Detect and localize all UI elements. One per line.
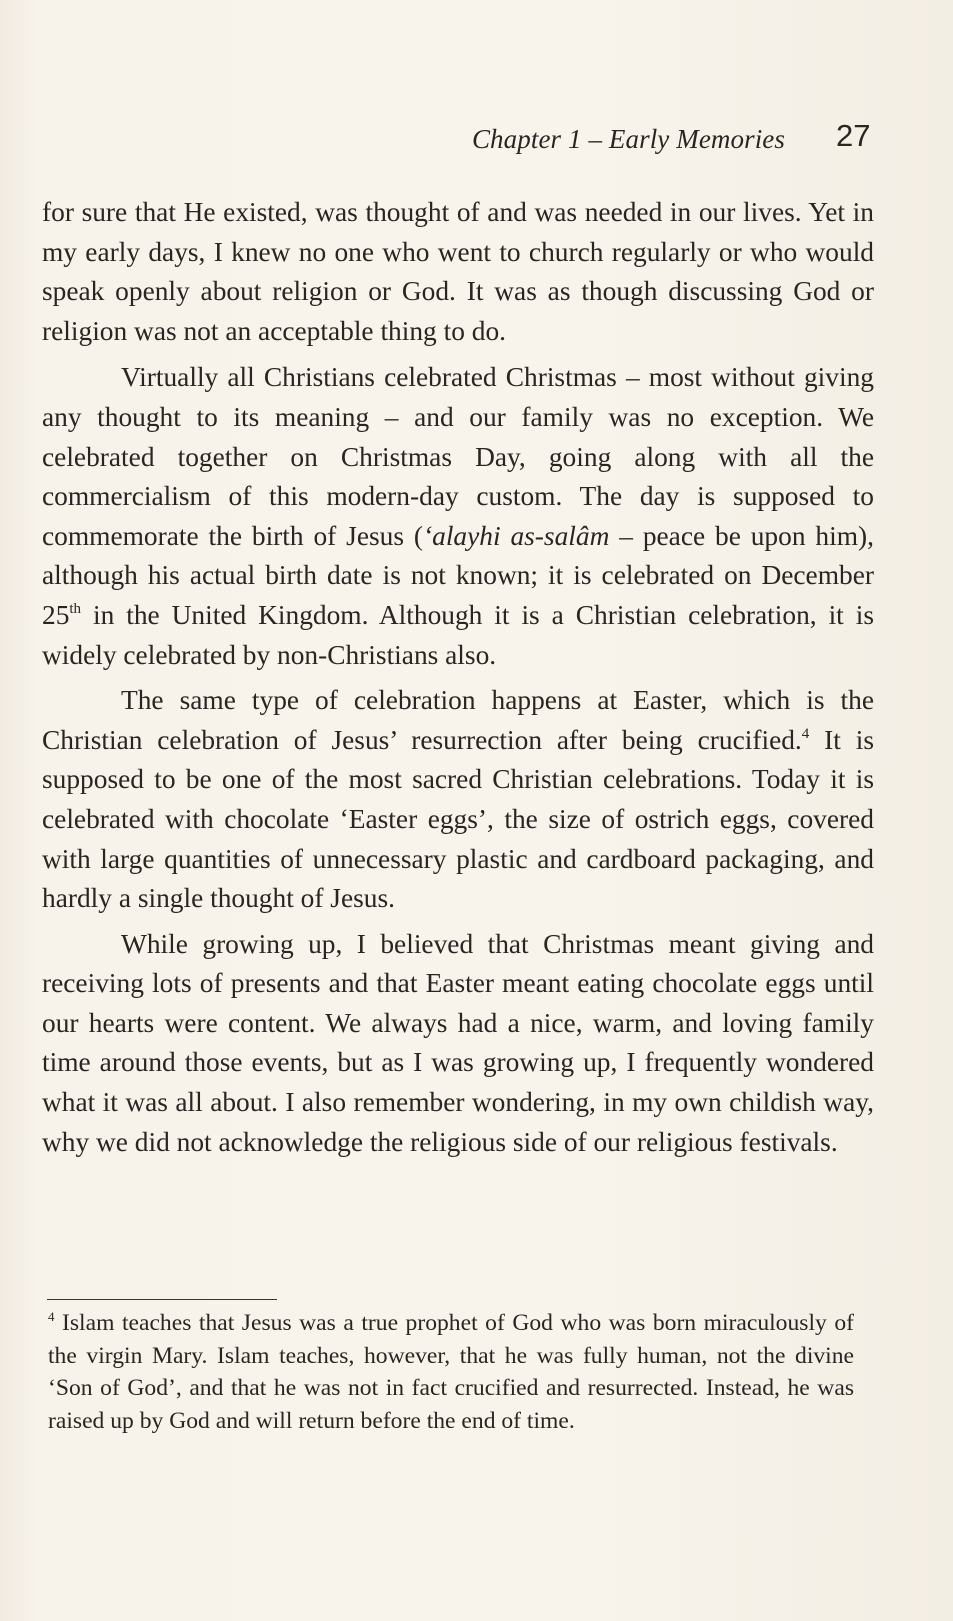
chapter-title: Chapter 1 – Early Memories: [471, 124, 785, 154]
page-number: 27: [836, 118, 871, 153]
paragraph-2-text-b: – peace be upon him), although his actual birth date is not known; it is celebrated on December 25: [42, 520, 874, 630]
paragraph-3: [42, 681, 874, 919]
paragraph-1-text: for sure that He existed, was thought of and was needed in our lives. Yet in my early days, I knew no one who went to church regularly or who would speak openly about religion or God. It was as though discussing God or religion was not an acceptable thing to do.: [42, 197, 874, 346]
paragraph-3-text-b: It is supposed to be one of the most sacred Christian celebrations. Today it is celebrated with chocolate ‘Easter eggs’, the size of ostrich eggs, covered with large quantities of unnecessary plastic and cardboard packaging, and hardly a single thought of Jesus.: [42, 724, 874, 914]
paragraph-2-text-a: Virtually all Christians celebrated Christmas – most without giving any thought to its meaning – and our family was no exception. We celebrated together on Christmas Day, going along with all the commercialism of this modern-day custom. The day is supposed to commemorate the birth of Jesus (: [42, 362, 874, 551]
footnote-reference[interactable]: 4: [801, 725, 810, 742]
footnote-text: Islam teaches that Jesus was a true prophet of God who was born miraculously of the virgin Mary. Islam teaches, however, that he was fully human, not the divine ‘Son of God’, and that he was not in fact crucified and resurrected. Instead, he was raised up by God and will return before the end of time.: [48, 1310, 854, 1434]
footnote-marker: 4: [48, 1309, 55, 1324]
paragraph-3-text-a: The same type of celebration happens at Easter, which is the Christian celebration of Jesus’ resurrection after being crucified.: [42, 685, 874, 755]
footnote-divider: [47, 1299, 277, 1300]
footnote: [48, 1307, 854, 1437]
paragraph-1: [42, 193, 874, 351]
paragraph-2-text-c: in the United Kingdom. Although it is a Christian celebration, it is widely celebrated by non-Christians also.: [42, 599, 874, 670]
ordinal-suffix: th: [69, 600, 82, 617]
paragraph-2: [42, 358, 874, 675]
body-text: [42, 193, 874, 1168]
paragraph-4-text: While growing up, I believed that Christmas meant giving and receiving lots of presents and that Easter meant eating chocolate eggs until our hearts were content. We always had a nice, warm, and loving family time around those events, but as I was growing up, I frequently wondered what it was all about. I also remember wondering, in my own childish way, why we did not acknowledge the religious side of our religious festivals.: [42, 928, 874, 1157]
running-head: [0, 118, 953, 168]
arabic-phrase: ‘alayhi as-salâm: [423, 520, 610, 551]
paragraph-4: [42, 925, 874, 1163]
